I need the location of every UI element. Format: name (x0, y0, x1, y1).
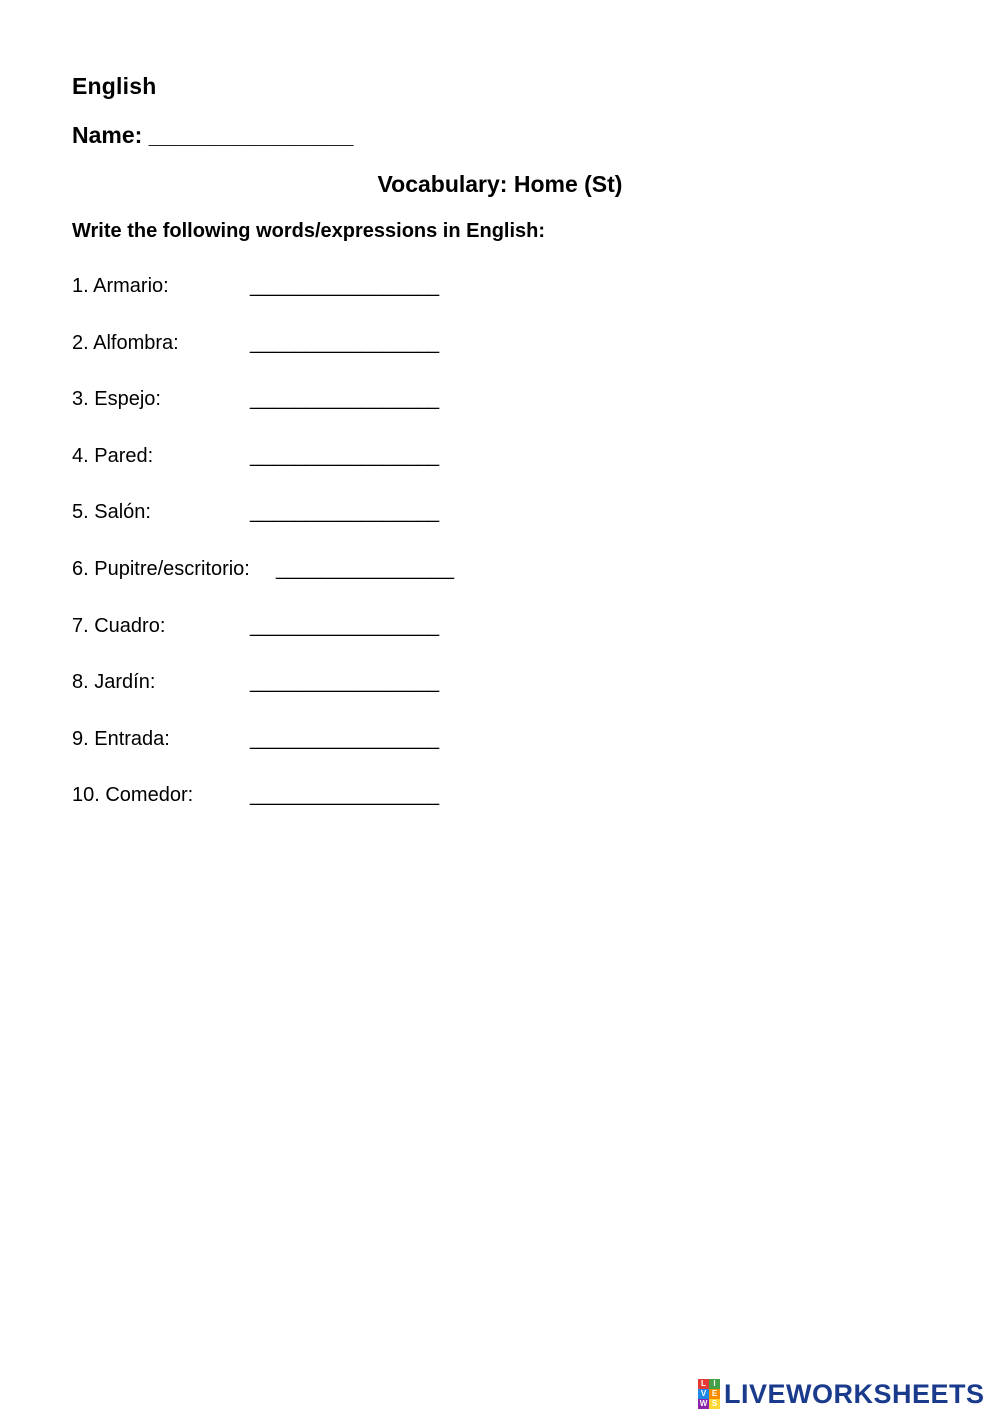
vocabulary-item (72, 558, 572, 615)
answer-blank[interactable]: _________________ (250, 275, 440, 297)
item-label: 5. Salón: (72, 501, 151, 524)
item-label: 1. Armario: (72, 275, 169, 297)
vocabulary-list (72, 275, 572, 841)
logo-mark-icon (698, 1379, 720, 1409)
logo-tile: W (699, 1399, 708, 1408)
logo-tile: E (709, 1389, 720, 1399)
vocabulary-item (72, 784, 572, 841)
answer-blank[interactable]: _________________ (250, 444, 440, 467)
subject-label: English (72, 73, 157, 99)
vocabulary-item (72, 728, 572, 785)
item-label: 9. Entrada: (72, 727, 170, 750)
logo-tile: I (709, 1379, 720, 1389)
vocabulary-item (72, 332, 572, 389)
instructions-text: Write the following words/expressions in English: (72, 220, 546, 242)
name-field-label: Name: ________________ (72, 122, 354, 148)
vocabulary-item (72, 388, 572, 445)
logo-tile: L (698, 1379, 709, 1389)
item-label: 10. Comedor: (72, 784, 194, 807)
logo-tile: S (709, 1399, 720, 1409)
vocabulary-item (72, 501, 572, 558)
item-label: 8. Jardín: (72, 671, 156, 694)
worksheet-title: Vocabulary: Home (St) (377, 171, 623, 197)
item-label: 2. Alfombra: (72, 331, 179, 354)
logo-text: LIVEWORKSHEETS (724, 1378, 985, 1409)
answer-blank[interactable]: _________________ (250, 331, 440, 354)
item-label: 7. Cuadro: (72, 614, 166, 637)
vocabulary-item (72, 445, 572, 502)
logo-tile: V (698, 1389, 709, 1399)
answer-blank[interactable]: _________________ (250, 388, 440, 411)
item-label: 3. Espejo: (72, 388, 161, 411)
vocabulary-item (72, 275, 572, 332)
answer-blank[interactable]: _________________ (250, 614, 440, 637)
answer-blank[interactable]: _________________ (250, 671, 440, 694)
liveworksheets-logo (698, 1377, 985, 1411)
vocabulary-item (72, 671, 572, 728)
answer-blank[interactable]: _________________ (250, 727, 440, 750)
answer-blank[interactable]: _________________ (250, 784, 440, 807)
vocabulary-item (72, 615, 572, 672)
answer-blank[interactable]: _________________ (250, 501, 440, 524)
answer-blank[interactable]: ________________ (276, 557, 454, 580)
item-label: 6. Pupitre/escritorio: (72, 557, 250, 580)
item-label: 4. Pared: (72, 444, 154, 467)
